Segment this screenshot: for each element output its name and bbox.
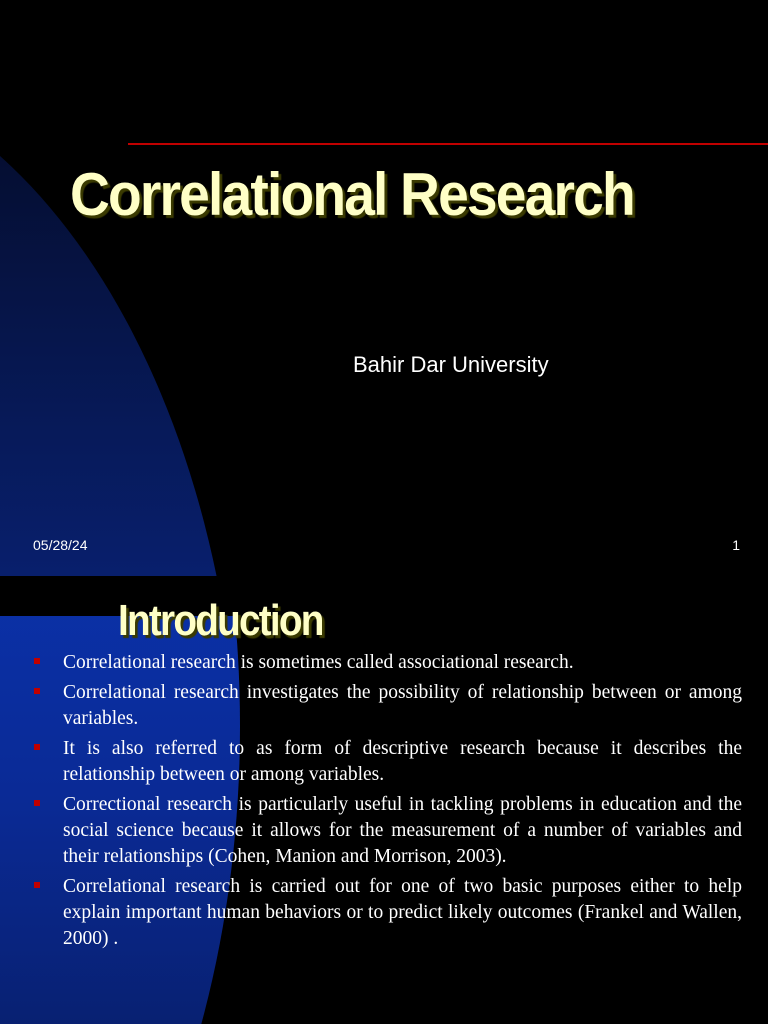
bullet-text: Correlational research investigates the possibility of relationship between or among variables. bbox=[63, 682, 742, 729]
slide-page-number: 1 bbox=[732, 537, 740, 553]
bullet-item bbox=[30, 874, 742, 952]
bullet-item bbox=[30, 736, 742, 788]
bullet-square-icon bbox=[34, 800, 40, 806]
bullet-list bbox=[30, 650, 742, 956]
slide-subtitle: Bahir Dar University bbox=[353, 352, 549, 377]
bullet-square-icon bbox=[34, 688, 40, 694]
bullet-square-icon bbox=[34, 744, 40, 750]
red-divider-line bbox=[128, 143, 768, 145]
blue-arc-decoration bbox=[0, 60, 240, 576]
bullet-text: Correctional research is particularly useful in tackling problems in education and the social science because it allows for the measurement of a number of variables and their relationships (Cohen, Manion and Morrison, 2003). bbox=[63, 794, 742, 867]
slide-title: Correlational Research bbox=[70, 161, 634, 228]
bullet-item bbox=[30, 680, 742, 732]
bullet-item bbox=[30, 792, 742, 870]
bullet-square-icon bbox=[34, 658, 40, 664]
bullet-text: It is also referred to as form of descriptive research because it describes the relationship between or among variables. bbox=[63, 738, 742, 785]
slide-heading: Introduction bbox=[118, 596, 323, 645]
bullet-item bbox=[30, 650, 742, 676]
introduction-slide bbox=[0, 576, 768, 1024]
bullet-square-icon bbox=[34, 882, 40, 888]
slide-date: 05/28/24 bbox=[33, 537, 88, 553]
bullet-text: Correlational research is carried out for one of two basic purposes either to help explain important human behaviors or to predict likely outcomes (Frankel and Wallen, 2000) . bbox=[63, 876, 742, 949]
bullet-text: Correlational research is sometimes called associational research. bbox=[63, 652, 574, 673]
